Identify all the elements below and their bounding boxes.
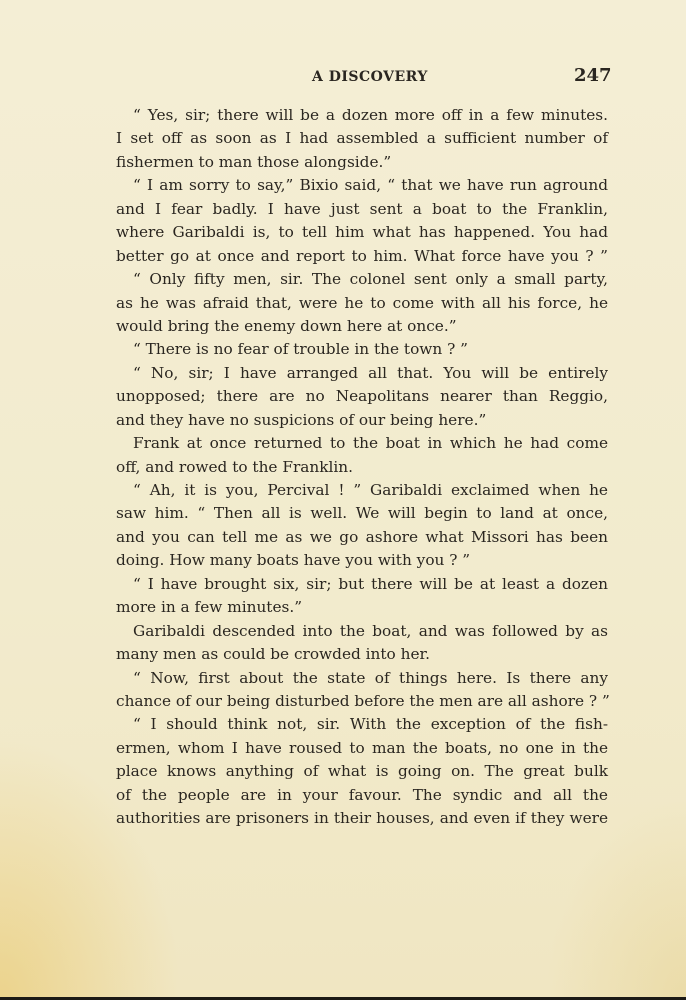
text-line: more in a few minutes.” <box>116 598 303 617</box>
page-number: 247 <box>574 65 612 86</box>
text-line: would bring the enemy down here at once.” <box>116 316 457 335</box>
text-line: ermen, whom I have roused to man the boats, no one in the <box>116 738 608 757</box>
text-line: better go at once and report to him. What force have you ? ” <box>116 246 608 265</box>
text-line: and they have no suspicions of our being here.” <box>116 410 487 429</box>
text-line: “ Yes, sir; there will be a dozen more off in a few minutes. <box>133 106 608 124</box>
running-head: A DISCOVERY <box>312 69 428 85</box>
text-line: and I fear badly. I have just sent a boat to the Franklin, <box>116 199 608 218</box>
text-line: unopposed; there are no Neapolitans nearer than Reggio, <box>116 387 608 406</box>
page-header <box>0 62 686 92</box>
text-line: where Garibaldi is, to tell him what has happened. You had <box>116 223 608 242</box>
text-line: off, and rowed to the Franklin. <box>116 457 354 476</box>
text-line: “ There is no fear of trouble in the town ? ” <box>133 340 468 359</box>
text-line: “ I am sorry to say,” Bixio said, “ that we have run aground <box>133 176 608 195</box>
text-line: I set off as soon as I had assembled a sufficient number of <box>116 129 608 148</box>
text-line: of the people are in your favour. The syndic and all the <box>116 785 608 804</box>
text-line: fishermen to man those alongside.” <box>116 152 392 171</box>
text-line: “ No, sir; I have arranged all that. You will be entirely <box>133 363 608 382</box>
text-line: authorities are prisoners in their houses, and even if they were <box>116 809 608 828</box>
text-line: Garibaldi descended into the boat, and was followed by as <box>133 621 608 640</box>
text-line: “ I have brought six, sir; but there will be at least a dozen <box>133 574 608 593</box>
text-line: saw him. “ Then all is well. We will begin to land at once, <box>116 504 608 523</box>
text-line: Frank at once returned to the boat in which he had come <box>133 434 608 453</box>
text-line: chance of our being disturbed before the men are all ashore ? ” <box>116 691 610 710</box>
text-line: “ I should think not, sir. With the exception of the fish- <box>133 715 608 734</box>
body-text <box>116 104 608 831</box>
text-line: place knows anything of what is going on. The great bulk <box>116 762 608 781</box>
text-line: many men as could be crowded into her. <box>116 645 431 664</box>
text-line: as he was afraid that, were he to come with all his force, he <box>116 293 608 312</box>
text-line: and you can tell me as we go ashore what Missori has been <box>116 527 608 546</box>
text-line: “ Only fifty men, sir. The colonel sent only a small party, <box>133 270 608 289</box>
text-line: “ Now, first about the state of things here. Is there any <box>133 668 608 687</box>
text-line: doing. How many boats have you with you ? ” <box>116 551 471 570</box>
text-line: “ Ah, it is you, Percival ! ” Garibaldi exclaimed when he <box>133 481 608 499</box>
